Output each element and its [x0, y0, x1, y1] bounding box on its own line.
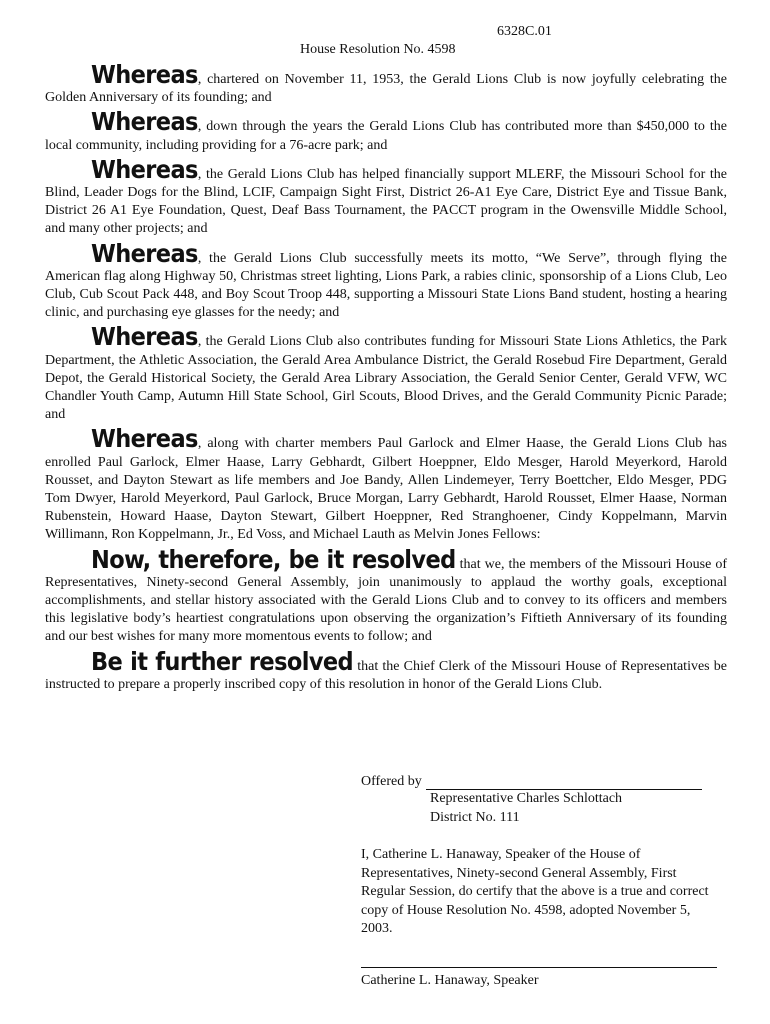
offered-by-block [361, 772, 721, 827]
paragraph-lead: Whereas [91, 424, 198, 454]
paragraph-lead: Be it further resolved [91, 646, 354, 676]
paragraph-text: , the Gerald Lions Club successfully meets its motto, “We Serve”, through flying the American flag along Highway 50, Christmas street lighting, Lions Park, a rabies clinic, sponsorship of a Lions Club, Leo Club, Cub Scout Pack 448, and Boy Scout Troop 448, supporting a Missouri State Lions Band student, hosting a hearing clinic, and purchasing eye glasses for the needy; and [45, 250, 727, 321]
paragraph-text: , down through the years the Gerald Lions Club has contributed more than $450,000 to the local community, including providing for a 76-acre park; and [45, 119, 727, 153]
paragraph-lead: Whereas [91, 154, 198, 184]
representative-name: Representative Charles Schlottach [430, 791, 623, 806]
offered-by-signature-line [426, 775, 702, 790]
paragraph-text: , the Gerald Lions Club also contributes funding for Missouri State Lions Athletics, the Park Department, the Athletic Association, the Gerald Area Ambulance District, the Gerald Rosebud Fire Department, Gerald Depot, the Gerald Historical Society, the Gerald Area Library Association, the Gerald Senior Center, Gerald VFW, WC Chandler Youth Camp, Autumn Hill State School, Girl Scouts, Blood Drives, and the Gerald Community Picnic Parade; and [45, 334, 727, 423]
paragraph-text: , the Gerald Lions Club has helped financially support MLERF, the Missouri School for the Blind, Leader Dogs for the Blind, LCIF, Campaign Sight First, District 26-A1 Eye Care, District Eye and Tissue Bank, District 26 A1 Eye Foundation, Quest, Deaf Bass Tournament, the PACCT program in the Owensville Middle School, and many other projects; and [45, 166, 727, 237]
district-number: District No. 111 [430, 809, 520, 825]
offered-by-label: Offered by [361, 774, 422, 789]
whereas-paragraph-5 [45, 322, 727, 424]
whereas-paragraph-1 [45, 60, 727, 107]
speaker-name: Catherine L. Hanaway, Speaker [361, 973, 539, 988]
paragraph-lead: Now, therefore, be it resolved [91, 544, 456, 574]
resolution-body [45, 60, 727, 700]
resolution-title: House Resolution No. 4598 [300, 42, 456, 57]
certification-text: I, Catherine L. Hanaway, Speaker of the House of Representatives, Ninety-second General Assembly, First Regular Session, do certify that the above is a true and correct copy of House Resolution No. 4598, adopted November 5, 2003. [361, 847, 709, 936]
paragraph-lead: Whereas [91, 238, 198, 268]
document-number: 6328C.01 [497, 24, 552, 39]
whereas-paragraph-4 [45, 238, 727, 323]
paragraph-lead: Whereas [91, 107, 198, 137]
whereas-paragraph-3 [45, 154, 727, 239]
paragraph-lead: Whereas [91, 60, 198, 89]
speaker-signature-line [361, 967, 717, 968]
paragraph-lead: Whereas [91, 322, 198, 352]
paragraph-text: , along with charter members Paul Garlock and Elmer Haase, the Gerald Lions Club has enrolled Paul Garlock, Elmer Haase, Larry Gebhardt, Gilbert Hoeppner, Eldo Mesger, Harold Meyerkord, Harold Rousset, and Dayton Stewart as life members and Joe Bandy, Allen Lindemeyer, Terry Boettcher, Eldo Mesger, PDG Tom Dwyer, Harold Meyerkord, Paul Garlock, Bruce Morgan, Larry Gebhardt, Harold Rousset, Elmer Haase, Norman Rubenstein, Howard Haase, Dayton Stewart, Gilbert Hoeppner, Red Stranghoener, Cindy Koppelmann, Marvin Willimann, Ron Koppelmann, Jr., Ed Voss, and Michael Lauth as Melvin Jones Fellows: [45, 436, 727, 543]
further-resolved-paragraph [45, 646, 727, 694]
resolved-paragraph [45, 544, 727, 647]
whereas-paragraph-2 [45, 107, 727, 154]
paragraph-text: that the Chief Clerk of the Missouri House of Representatives be instructed to prepare a properly inscribed copy of this resolution in honor of the Gerald Lions Club. [45, 658, 727, 692]
paragraph-text: that we, the members of the Missouri House of Representatives, Ninety-second General Assembly, join unanimously to applaud the worthy goals, exceptional accomplishments, and stellar history associated with the Gerald Lions Club and to convey to its officers and members this legislative body’s heartiest congratulations upon observing the organization’s Fiftieth Anniversary of its founding and our best wishes for many more momentous events to follow; and [45, 556, 727, 645]
paragraph-text: , chartered on November 11, 1953, the Gerald Lions Club is now joyfully celebrating the Golden Anniversary of its founding; and [45, 72, 727, 106]
whereas-paragraph-6 [45, 424, 727, 544]
